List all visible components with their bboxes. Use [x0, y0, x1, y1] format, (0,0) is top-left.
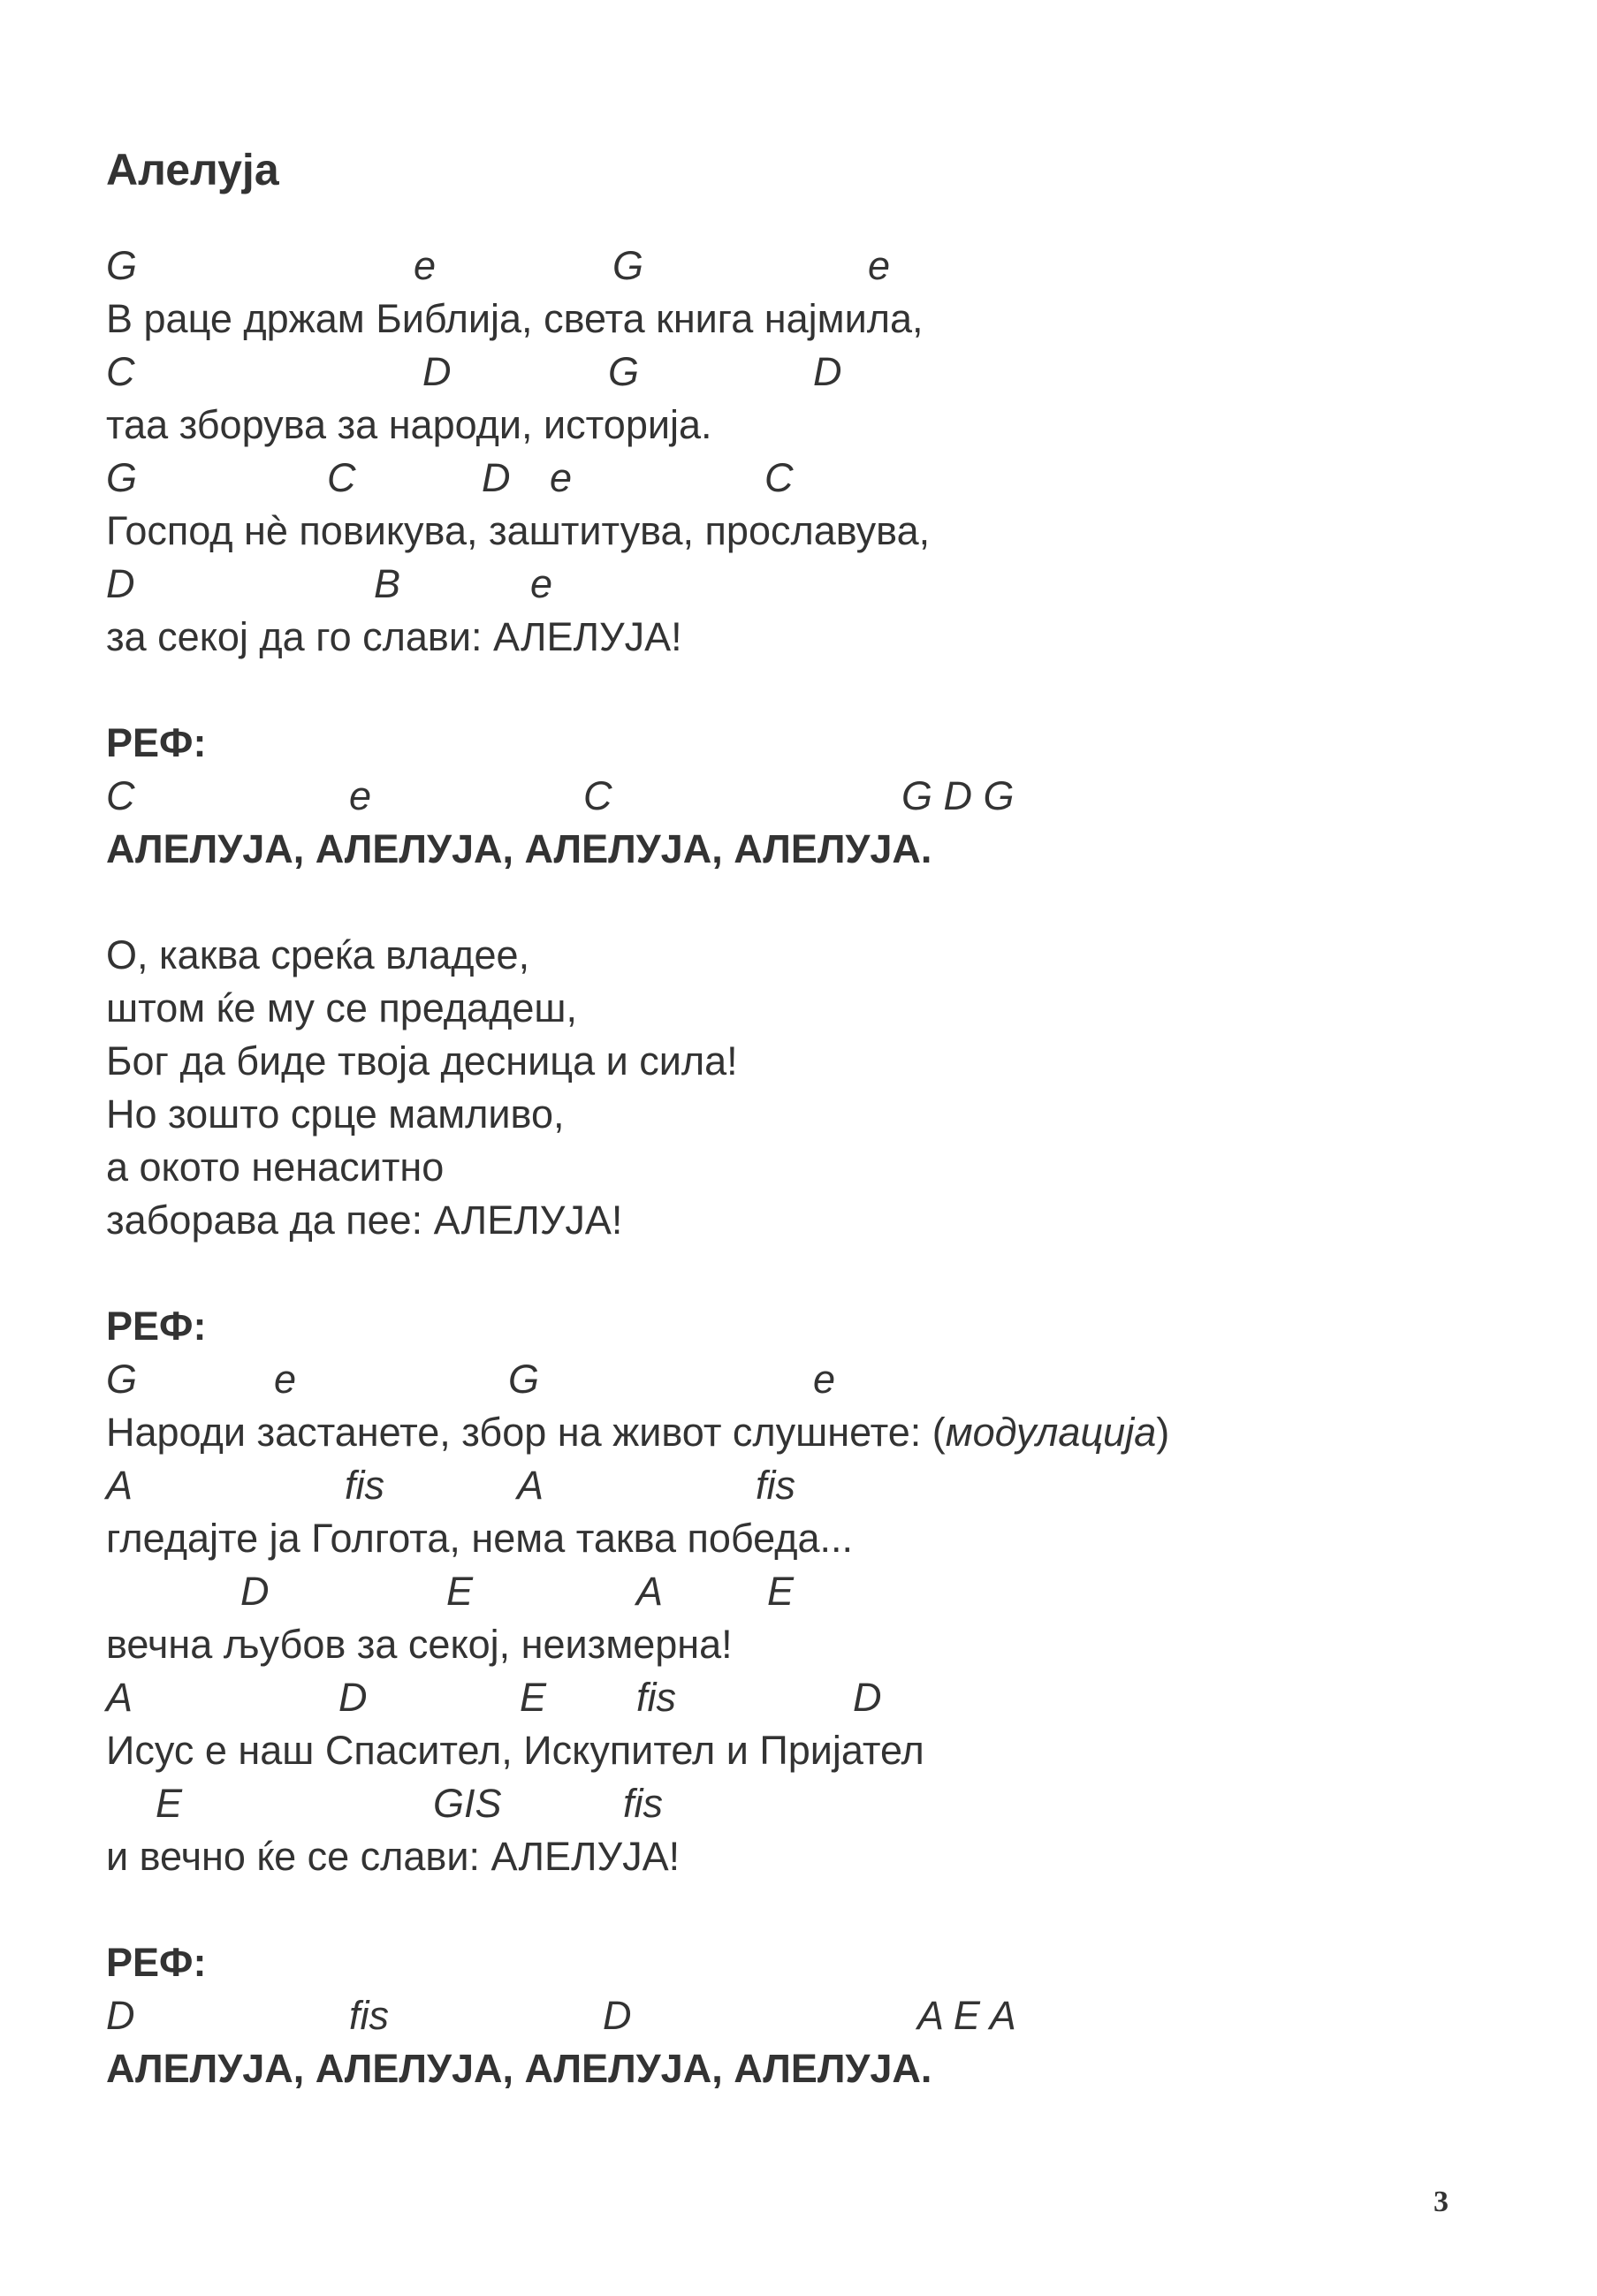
chord: e — [530, 561, 553, 606]
refrain-lyric: АЛЕЛУЈА, АЛЕЛУЈА, АЛЕЛУЈА, АЛЕЛУЈА. — [106, 2046, 932, 2091]
chord: G — [106, 243, 138, 288]
chord: GIS — [433, 1781, 502, 1826]
chord: A — [636, 1569, 664, 1614]
lyric-line: О, каква среќа владее, — [106, 932, 530, 977]
chord-line — [106, 1673, 1432, 1722]
chord: e — [414, 243, 437, 288]
chord: C — [106, 349, 135, 394]
modulation-note: модулација — [945, 1410, 1157, 1455]
lyric-line: а окото ненаситно — [106, 1144, 445, 1190]
chord: fis — [623, 1781, 663, 1826]
chord: fis — [349, 1993, 389, 2038]
lyric-text: Народи застанете, збор на живот слушнете: ( — [106, 1410, 946, 1455]
chord: G — [106, 1357, 138, 1402]
lyric-line: Исус е наш Спасител, Искупител и Пријател — [106, 1728, 924, 1773]
chord-line — [106, 241, 1432, 291]
lyric-line: за секој да го слави: АЛЕЛУЈА! — [106, 614, 682, 659]
chord: e — [868, 243, 891, 288]
chord: E — [156, 1781, 183, 1826]
chord: fis — [636, 1675, 676, 1720]
chord-line — [106, 772, 1432, 821]
chord-line — [106, 1779, 1432, 1828]
refrain-label: РЕФ: — [106, 1940, 207, 1985]
lyric-line: таа зборува за народи, историја. — [106, 402, 712, 447]
chord-line — [106, 1355, 1432, 1404]
chord: A — [106, 1463, 133, 1508]
lyric-line: гледајте ја Голгота, нема таква победа... — [106, 1516, 854, 1561]
chord: C — [583, 773, 612, 818]
chord-line — [106, 559, 1432, 609]
chord-line — [106, 1461, 1432, 1510]
lyric-text: ) — [1156, 1410, 1170, 1455]
chord: A — [106, 1675, 133, 1720]
lyric-line: В раце држам Библија, света книга најмила, — [106, 296, 924, 341]
lyric-line: Бог да биде твоја десница и сила! — [106, 1038, 738, 1083]
chord: e — [550, 455, 573, 500]
lyric-line — [106, 1408, 1169, 1457]
chord-line — [106, 453, 1432, 503]
chord: G — [612, 243, 644, 288]
refrain-label: РЕФ: — [106, 1304, 207, 1349]
chord: D — [482, 455, 511, 500]
lyric-line: штом ќе му се предадеш, — [106, 985, 577, 1030]
lyric-line: вечна љубов за секој, неизмерна! — [106, 1622, 733, 1667]
chord: A E A — [917, 1993, 1016, 2038]
page-number: 3 — [1433, 2186, 1449, 2218]
chord: D — [240, 1569, 270, 1614]
refrain-lyric: АЛЕЛУЈА, АЛЕЛУЈА, АЛЕЛУЈА, АЛЕЛУЈА. — [106, 826, 932, 871]
chord: B — [374, 561, 401, 606]
lyric-line: и вечно ќе се слави: АЛЕЛУЈА! — [106, 1834, 681, 1879]
chord: E — [767, 1569, 795, 1614]
chord: D — [106, 1993, 135, 2038]
chord: C — [106, 773, 135, 818]
lyric-line: Но зошто срце мамливо, — [106, 1091, 565, 1137]
chord: G — [608, 349, 640, 394]
song-title: Алелуја — [106, 145, 279, 194]
chord: C — [327, 455, 356, 500]
chord-line — [106, 1991, 1432, 2041]
chord: D — [106, 561, 135, 606]
chord: C — [764, 455, 794, 500]
refrain-label: РЕФ: — [106, 720, 207, 765]
chord: E — [520, 1675, 547, 1720]
lyric-line: Господ нѐ повикува, заштитува, прославува, — [106, 508, 931, 553]
chord: D — [603, 1993, 632, 2038]
chord-line — [106, 347, 1432, 397]
chord: e — [349, 773, 372, 818]
chord: E — [446, 1569, 474, 1614]
chord: e — [274, 1357, 297, 1402]
chord: D — [338, 1675, 368, 1720]
chord: D — [853, 1675, 882, 1720]
chord: G — [106, 455, 138, 500]
chord: fis — [345, 1463, 384, 1508]
lyric-line: заборава да пее: АЛЕЛУЈА! — [106, 1197, 623, 1243]
chord: D — [813, 349, 842, 394]
chord: A — [517, 1463, 544, 1508]
chord: D — [422, 349, 452, 394]
chord-line — [106, 1567, 1432, 1616]
chord: fis — [756, 1463, 795, 1508]
chord: G — [508, 1357, 540, 1402]
chord: G D G — [901, 773, 1015, 818]
chord: e — [813, 1357, 836, 1402]
